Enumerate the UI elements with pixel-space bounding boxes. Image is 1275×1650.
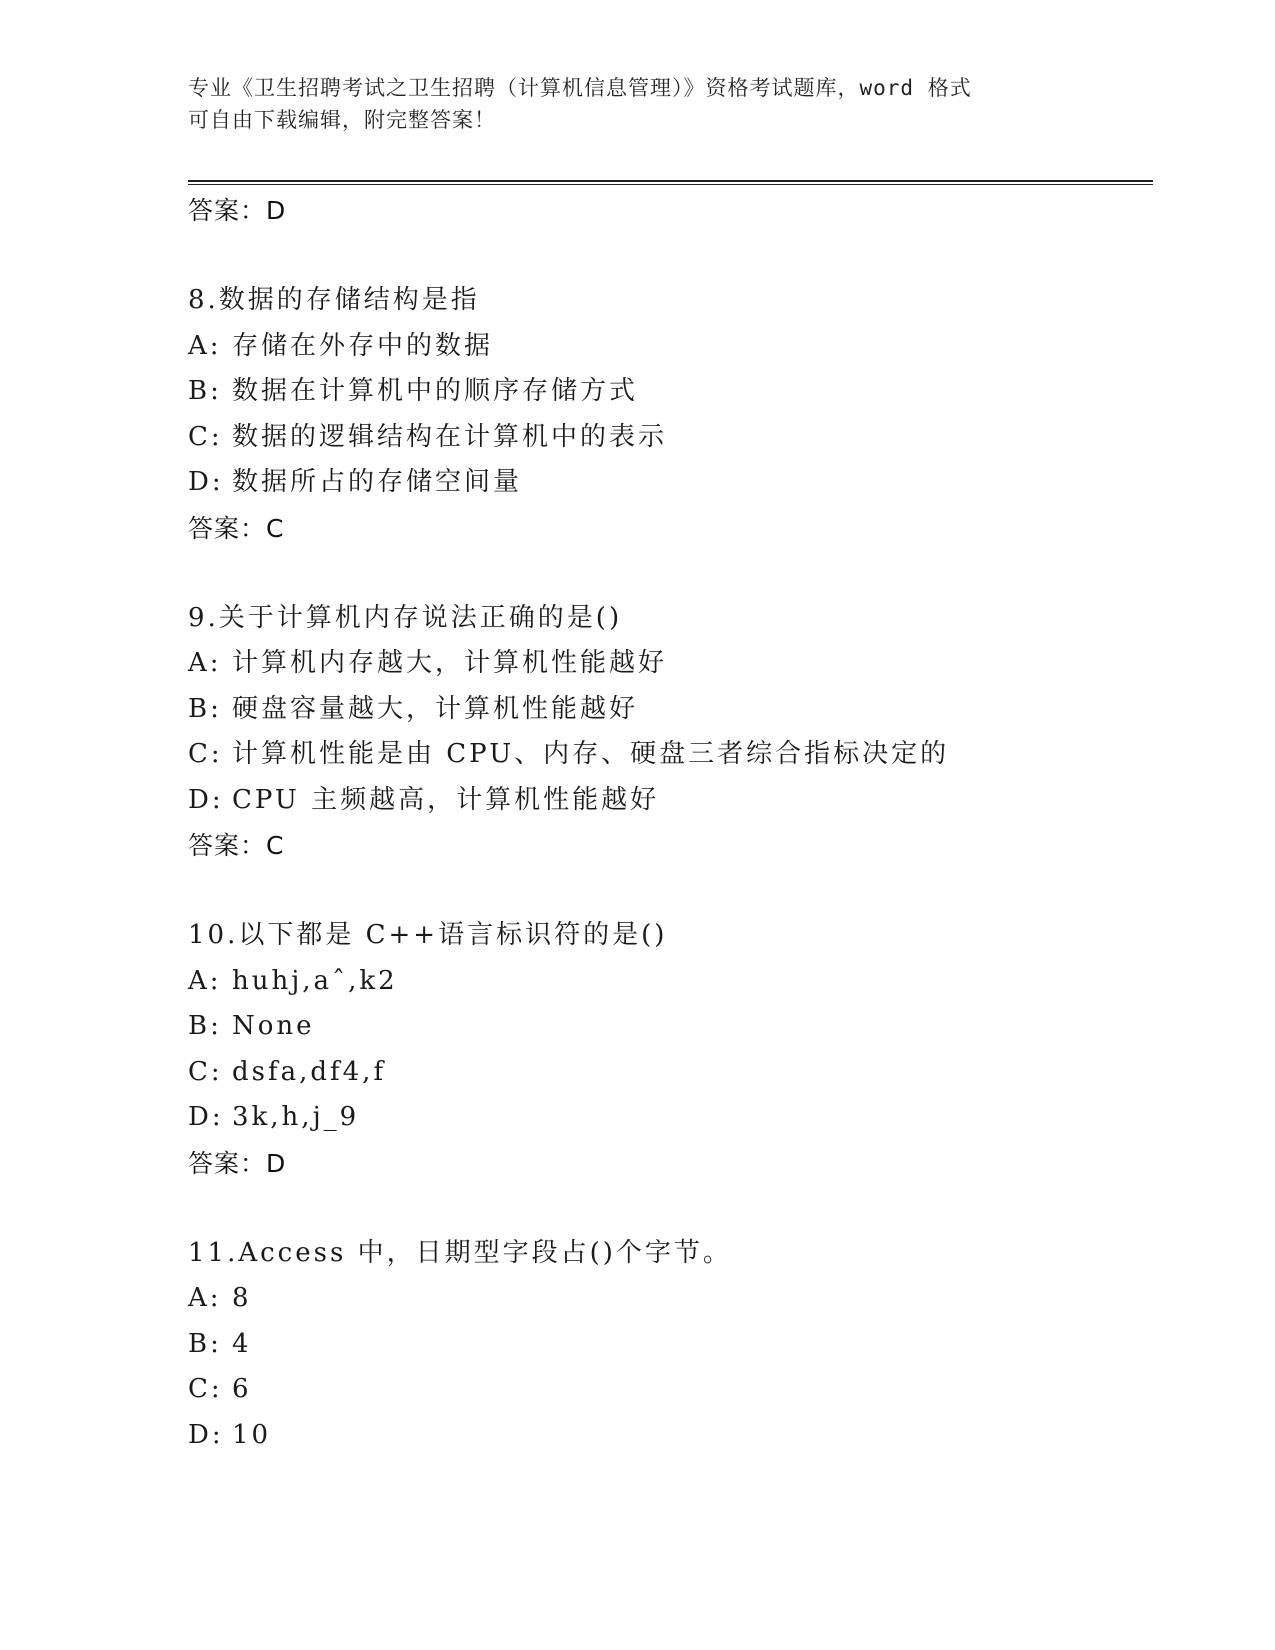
spacer (188, 869, 1148, 913)
spacer (188, 234, 1148, 278)
option-key: D: (188, 467, 224, 497)
option-text: 8 (232, 1283, 252, 1313)
option-b (188, 1004, 1148, 1050)
header-divider (188, 180, 1153, 185)
option-a (188, 324, 1148, 370)
option-key: C: (188, 1374, 223, 1404)
option-text: 4 (232, 1328, 252, 1359)
option-d (188, 778, 1148, 824)
option-key: B: (188, 1328, 222, 1359)
header-line-2: 可自由下载编辑，附完整答案！ (188, 108, 496, 132)
option-a (188, 959, 1148, 1005)
option-text: 计算机性能是由 CPU、内存、硬盘三者综合指标决定的 (232, 739, 950, 769)
option-text: None (232, 1011, 315, 1041)
option-text: 3k,h,j_9 (232, 1102, 360, 1132)
option-key: B: (188, 1011, 222, 1041)
question-block (188, 1231, 1148, 1459)
option-c (188, 1367, 1148, 1413)
option-text: dsfa,df4,f (232, 1056, 387, 1087)
answer-line: 答案：C (188, 513, 285, 543)
option-key: D: (188, 1419, 224, 1450)
option-text: 数据在计算机中的顺序存储方式 (232, 376, 639, 406)
option-c (188, 1050, 1148, 1096)
option-d (188, 1413, 1148, 1459)
header-line-1: 专业《卫生招聘考试之卫生招聘（计算机信息管理）》资格考试题库，word 格式 (188, 76, 972, 100)
question-stem: 9.关于计算机内存说法正确的是() (188, 602, 623, 633)
option-c (188, 732, 1148, 778)
question-block (188, 596, 1148, 870)
answer-line: 答案：D (188, 1148, 287, 1178)
spacer (188, 1187, 1148, 1231)
option-text: 数据所占的存储空间量 (232, 467, 523, 497)
option-text: 计算机内存越大，计算机性能越好 (232, 648, 668, 678)
question-block (188, 913, 1148, 1187)
option-key: B: (188, 376, 222, 406)
option-text: 硬盘容量越大，计算机性能越好 (232, 693, 639, 724)
question-stem: 8.数据的存储结构是指 (188, 285, 480, 315)
option-text: 10 (232, 1419, 272, 1450)
option-b (188, 1322, 1148, 1368)
option-key: A: (188, 330, 222, 361)
option-a (188, 641, 1148, 687)
option-key: A: (188, 648, 222, 678)
option-text: 存储在外存中的数据 (232, 330, 494, 361)
option-b (188, 369, 1148, 415)
option-c (188, 415, 1148, 461)
question-stem: 11.Access 中，日期型字段占()个字节。 (188, 1237, 732, 1268)
option-key: D: (188, 1102, 224, 1132)
option-key: A: (188, 1283, 222, 1313)
option-text: CPU 主频越高，计算机性能越好 (232, 784, 660, 815)
question-block (188, 278, 1148, 552)
question-stem: 10.以下都是 C++语言标识符的是() (188, 920, 668, 950)
option-key: D: (188, 784, 224, 815)
question-list (188, 188, 1148, 1458)
spacer (188, 552, 1148, 596)
option-key: A: (188, 965, 222, 996)
option-key: C: (188, 1056, 223, 1087)
option-a (188, 1276, 1148, 1322)
option-key: C: (188, 739, 223, 769)
option-text: huhj,aˆ,k2 (232, 965, 398, 996)
document-header (188, 72, 1068, 136)
option-key: B: (188, 693, 222, 724)
answer-line: 答案：D (188, 196, 287, 225)
option-d (188, 460, 1148, 506)
option-key: C: (188, 421, 223, 452)
option-b (188, 687, 1148, 733)
answer-line: 答案：C (188, 831, 285, 860)
option-d (188, 1095, 1148, 1141)
option-text: 数据的逻辑结构在计算机中的表示 (232, 421, 668, 452)
option-text: 6 (232, 1374, 252, 1404)
